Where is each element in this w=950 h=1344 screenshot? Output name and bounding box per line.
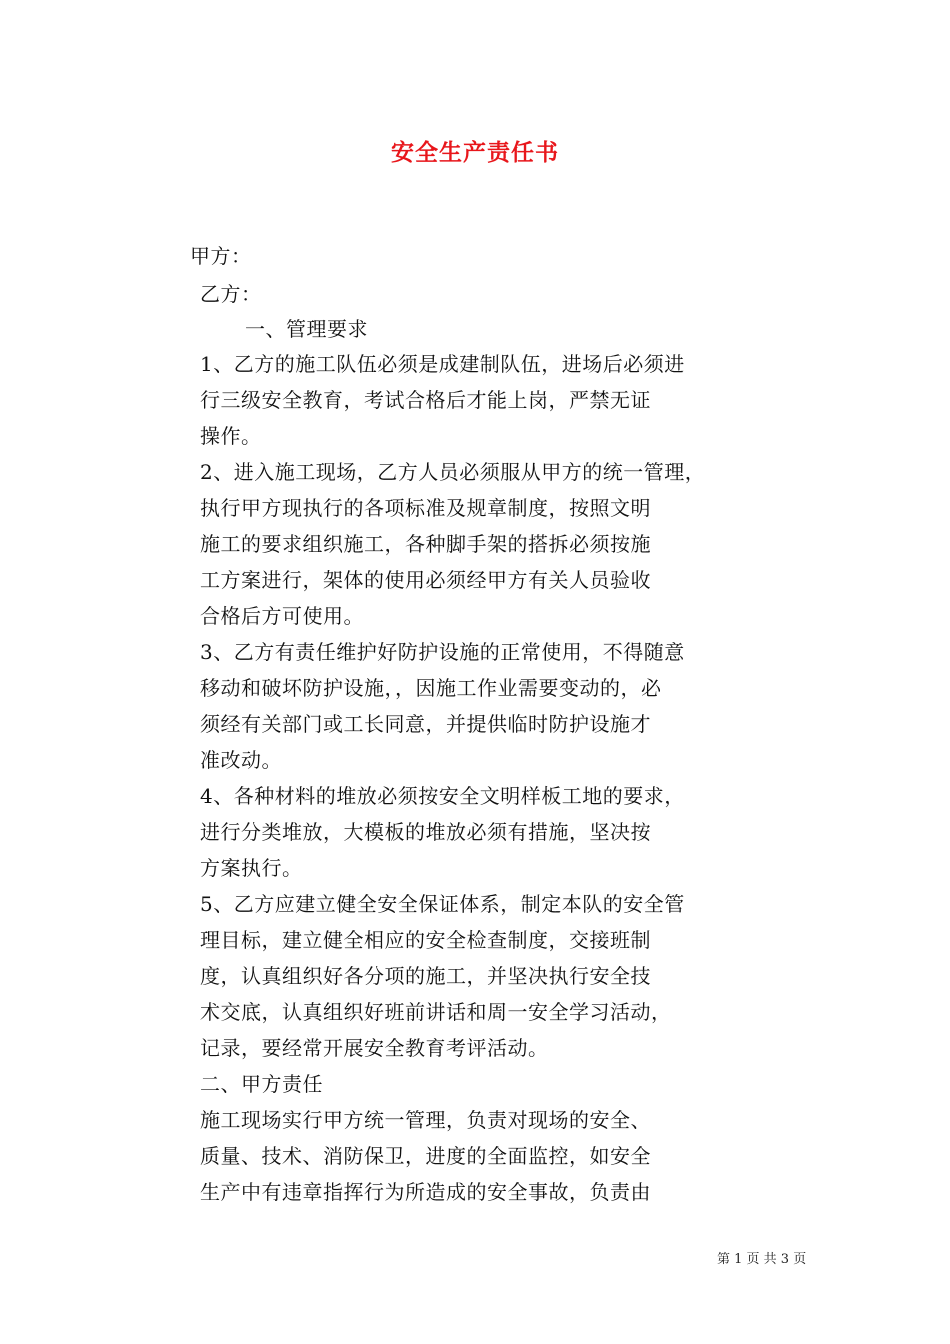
paragraph-line: 术交底，认真组织好班前讲话和周一安全学习活动， [200,1000,672,1024]
paragraph-line: 进行分类堆放，大模板的堆放必须有措施，坚决按 [200,820,651,844]
paragraph-line: 合格后方可使用。 [200,604,364,628]
paragraph-line: 2、进入施工现场，乙方人员必须服从甲方的统一管理， [200,460,706,484]
party-b-label: 乙方： [200,282,262,306]
document-title: 安全生产责任书 [391,139,559,166]
paragraph-line: 准改动。 [200,748,282,772]
paragraph-line: 5、乙方应建立健全安全保证体系，制定本队的安全管 [200,892,685,916]
paragraph-line: 理目标，建立健全相应的安全检查制度，交接班制 [200,928,651,952]
paragraph-line: 须经有关部门或工长同意，并提供临时防护设施才 [200,712,651,736]
paragraph-line: 操作。 [200,424,262,448]
paragraph-line: 施工的要求组织施工，各种脚手架的搭拆必须按施 [200,532,651,556]
paragraph-line: 生产中有违章指挥行为所造成的安全事故，负责由 [200,1180,651,1204]
party-a-label: 甲方： [190,244,252,268]
section-heading-party-a: 二、甲方责任 [200,1072,323,1096]
paragraph-line: 度，认真组织好各分项的施工，并坚决执行安全技 [200,964,651,988]
paragraph-line: 4、各种材料的堆放必须按安全文明样板工地的要求， [200,784,685,808]
paragraph-line: 工方案进行，架体的使用必须经甲方有关人员验收 [200,568,651,592]
paragraph-line: 质量、技术、消防保卫，进度的全面监控，如安全 [200,1144,651,1168]
paragraph-line: 1、乙方的施工队伍必须是成建制队伍，进场后必须进 [200,352,685,376]
paragraph-line: 记录，要经常开展安全教育考评活动。 [200,1036,549,1060]
paragraph-line: 方案执行。 [200,856,303,880]
paragraph-line: 施工现场实行甲方统一管理，负责对现场的安全、 [200,1108,651,1132]
paragraph-line: 3、乙方有责任维护好防护设施的正常使用，不得随意 [200,640,685,664]
paragraph-line: 行三级安全教育，考试合格后才能上岗，严禁无证 [200,388,651,412]
paragraph-line: 移动和破坏防护设施，，因施工作业需要变动的，必 [200,676,662,700]
paragraph-line: 执行甲方现执行的各项标准及规章制度，按照文明 [200,496,651,520]
page-number-footer: 第 1 页 共 3 页 [717,1252,807,1267]
section-heading-management: 一、管理要求 [245,317,368,341]
